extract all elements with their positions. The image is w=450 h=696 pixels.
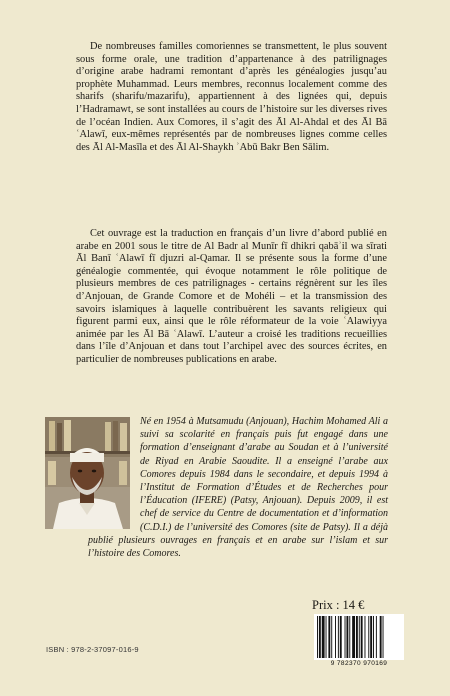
barcode-bar (352, 616, 355, 658)
barcode-bar (331, 616, 332, 658)
author-bio-text: Né en 1954 à Mutsamudu (Anjouan), Hachim Mohamed Ali a suivi sa scolarité en français puis fut engagé dans une formation d’enseignant d’arabe au Soudan et à l’université de Riyad en Arabie Saoudite. Il a enseigné l’arabe aux Comores depuis 1984 dans le secondaire, et depuis 1994 à l’Institut de Formation d’Études et de Recherches pour l’Éducation (IFERE) (Patsy, Anjouan). Depuis 2009, il est chef de service du Centre de documentation et d’information (C.D.I.) de l’université des Comores (site de Patsy). Il a déjà publié plusieurs ouvrages en français et en arabe sur l’islam et sur l’histoire des Comores. (88, 416, 388, 560)
barcode-bar (376, 616, 377, 658)
barcode-bar (356, 616, 358, 658)
barcode-bar (383, 616, 384, 658)
barcode-bar (361, 616, 363, 658)
barcode-bar (370, 616, 372, 658)
author-bio (88, 415, 388, 560)
author-photo (45, 417, 130, 529)
barcode-bar (365, 616, 366, 658)
barcode-bar (359, 616, 360, 658)
barcode-bar (373, 616, 374, 658)
author-portrait-image (45, 417, 130, 529)
barcode-bar (340, 616, 342, 658)
isbn-barcode (314, 614, 404, 660)
barcode-bar (328, 616, 330, 658)
summary-paragraph-2: Cet ouvrage est la traduction en français d’un livre d’abord publié en arabe en 2001 sous le titre de Al Badr al Munīr fī dhikri qabāʾil wa sīrati Āl Banī ʿAlawī fī djuzri al-Qamar. Il se présente sous la forme d’une généalogie commentée, qui évoque notamment le rôle politique de plusieurs membres de ces patrilignages - certains régnèrent sur les îles d’Anjouan, de Grande Comore et de Mohéli – et la transmission des savoirs islamiques à laquelle contribuèrent les savants religieux qui figurent parmi eux, ainsi que le rôle réformateur de la voie ʿAlawiyya animée par les Āl Bā ʿAlawī. L’auteur a croisé les traditions recueillies dans l’île d’Anjouan et dans tout l’archipel avec des sources écrites, en particulier de nombreuses publications en arabe. (76, 228, 387, 365)
barcode-bar (345, 616, 346, 658)
barcode-bar (338, 616, 339, 658)
barcode-bar (317, 616, 318, 658)
isbn-label: ISBN : 978-2-37097-016-9 (46, 645, 139, 654)
barcode-bars (314, 614, 404, 660)
barcode-bar (326, 616, 327, 658)
barcode-bar (346, 616, 348, 658)
barcode-bar (368, 616, 369, 658)
price-label: Prix : 14 € (312, 598, 365, 612)
summary-paragraph-1: De nombreuses familles comoriennes se transmettent, le plus souvent sous forme orale, une tradition d’appartenance à des patrilignages d’origine arabe hadrami remontant d’après les généalogies jusqu’au prophète Muhammad. Leurs membres, reconnus localement comme des sharifs (sharifu/mazarifu), appartiennent à des lignées qui, depuis l’Hadramawt, se sont installées au cours de l’histoire sur les diverses rives de l’océan Indien. Aux Comores, il s’agit des Āl Al-Ahdal et des Āl Bā ʿAlawī, eux-mêmes représentés par de nombreuses lignes comme celles des Āl Al-Masīla et des Āl Al-Shaykh ʾAbū Bakr Ben Sālim. (76, 41, 387, 153)
barcode-bar (349, 616, 350, 658)
barcode-bar (335, 616, 336, 658)
barcode-bar (322, 616, 325, 658)
barcode-bar (380, 616, 382, 658)
barcode-bar (319, 616, 321, 658)
barcode-number: 9 782370 970169 (330, 660, 388, 667)
